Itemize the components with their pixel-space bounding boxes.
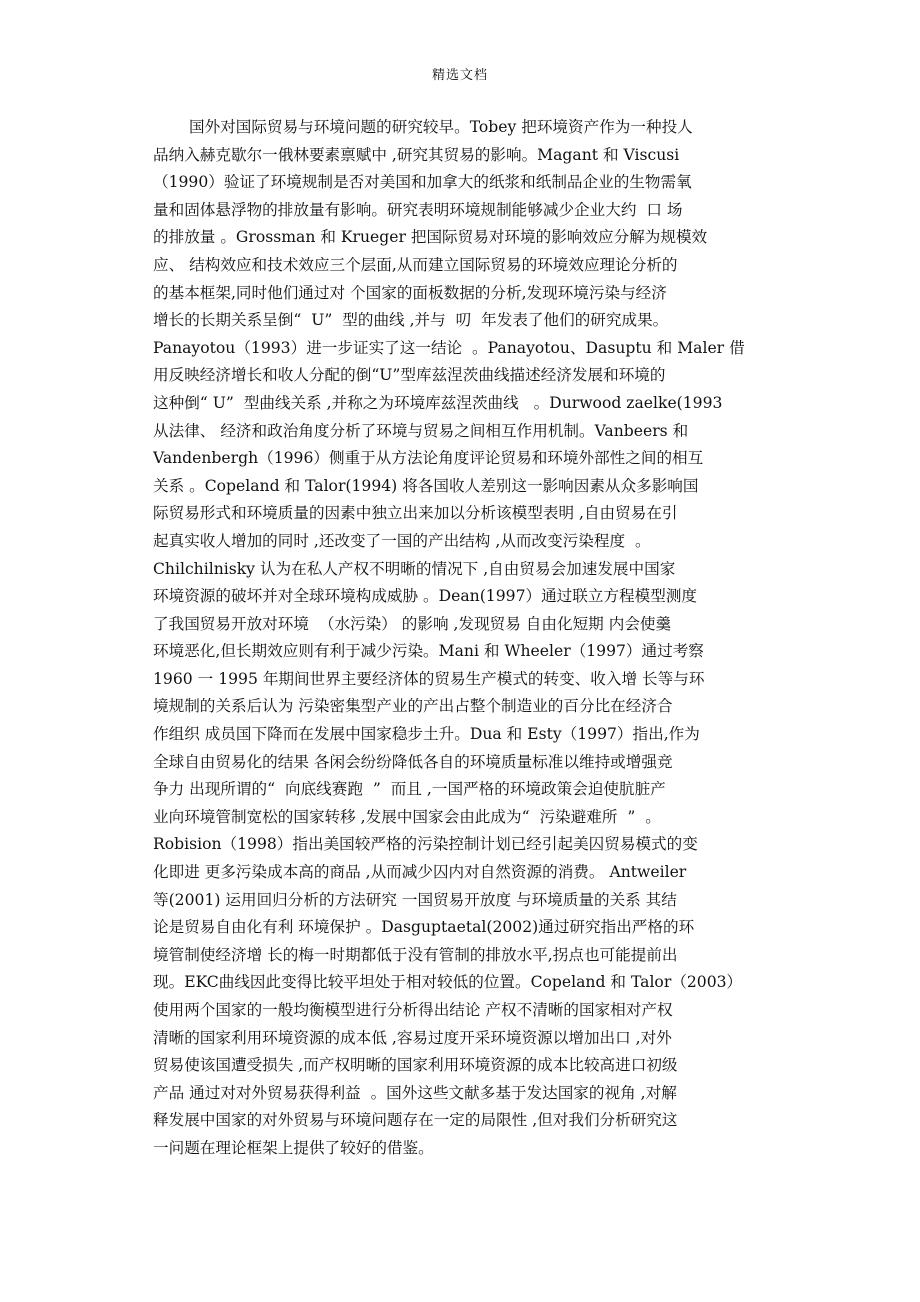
text-line: 境管制使经济增 长的梅一时期都低于没有管制的排放水平,拐点也可能提前出 xyxy=(153,945,678,964)
text-line: 关系 。Copeland 和 Talor(1994) 将各国收人差别这一影响因素从众多影响国 xyxy=(153,476,699,495)
text-line: 业向环境管制宽松的国家转移 ,发展中国家会由此成为“ 污染避难所 ” 。 xyxy=(153,807,661,826)
text-line: 际贸易形式和环境质量的因素中独立出来加以分析该模型表明 ,自由贸易在引 xyxy=(153,504,678,523)
text-line: 产品 通过对对外贸易获得利益 。国外这些文献多基于发达国家的视角 ,对解 xyxy=(153,1083,677,1102)
text-line: 1960 一 1995 年期间世界主要经济体的贸易生产模式的转变、收入增 长等与环 xyxy=(153,669,705,688)
text-line: 现。EKC曲线因此变得比较平坦处于相对较低的位置。Copeland 和 Talor（2003） xyxy=(153,973,743,992)
text-line: 释发展中国家的对外贸易与环境问题存在一定的局限性 ,但对我们分析研究这 xyxy=(153,1111,678,1130)
text-line: 环境资源的破坏并对全球环境构成威胁 。Dean(1997）通过联立方程模型测度 xyxy=(153,587,698,606)
text-line: 全球自由贸易化的结果 各闲会纷纷降低各自的环境质量标准以维持或增强竞 xyxy=(153,752,673,771)
text-line: 清晰的国家利用环境资源的成本低 ,容易过度开采环境资源以增加出口 ,对外 xyxy=(153,1028,672,1047)
text-line: 境规制的关系后认为 污染密集型产业的产出占整个制造业的百分比在经济合 xyxy=(153,697,673,716)
text-line: Vandenbergh（1996）侧重于从方法论角度评论贸易和环境外部性之间的相互 xyxy=(153,449,704,468)
text-line: 争力 出现所谓的“ 向底线赛跑 ” 而且 ,一国严格的环境政策会迫使肮脏产 xyxy=(153,780,666,799)
text-line: 从法律、 经济和政治角度分析了环境与贸易之间相互作用机制。Vanbeers 和 xyxy=(153,421,689,440)
text-line: 贸易使该国遭受损失 ,而产权明晰的国家利用环境资源的成本比较高进口初级 xyxy=(153,1056,678,1075)
text-line: 化即进 更多污染成本高的商品 ,从而减少囚内对自然资源的消费。 Antweiler xyxy=(153,863,687,882)
text-line: （1990）验证了环境规制是否对美国和加拿大的纸浆和纸制品企业的生物需氧 xyxy=(153,173,692,192)
text-line: 增长的长期关系呈倒“ U” 型的曲线 ,并与 叨 年发表了他们的研究成果。 xyxy=(153,311,669,330)
text-line: Panayotou（1993）进一步证实了这一结论 。Panayotou、Dasuptu 和 Maler 借 xyxy=(153,338,745,357)
text-line: 论是贸易自由化有利 环境保护 。Dasguptaetal(2002)通过研究指出严格的环 xyxy=(153,918,695,937)
text-line: 了我国贸易开放对环境 （水污染） 的影响 ,发现贸易 自由化短期 内会使羹 xyxy=(153,614,672,633)
text-line: 起真实收人增加的同时 ,还改变了一国的产出结构 ,从而改变污染程度 。 xyxy=(153,531,651,550)
text-line: Chilchilnisky 认为在私人产权不明晰的情况下 ,自由贸易会加速发展中国家 xyxy=(153,559,676,578)
text-line: 作组织 成员国下降而在发展中国家稳步土升。Dua 和 Esty（1997）指出,作为 xyxy=(153,725,700,744)
text-line: 用反映经济增长和收人分配的倒“U”型库兹涅茨曲线描述经济发展和环境的 xyxy=(153,366,666,385)
text-line: 应、 结构效应和技术效应三个层面,从而建立国际贸易的环境效应理论分析的 xyxy=(153,255,678,274)
text-line: 环境恶化,但长期效应则有利于减少污染。Mani 和 Wheeler（1997）通过考察 xyxy=(153,642,704,661)
text-line: 的基本框架,同时他们通过对 个国家的面板数据的分析,发现环境污染与经济 xyxy=(153,283,667,302)
body-paragraph xyxy=(153,114,793,1163)
text-line: 等(2001) 运用回归分析的方法研究 一国贸易开放度 与环境质量的关系 其结 xyxy=(153,890,677,909)
text-line: Robision（1998）指出美国较严格的污染控制计划已经引起美囚贸易模式的变 xyxy=(153,835,698,854)
text-line: 这种倒“ U” 型曲线关系 ,并称之为环境库兹涅茨曲线 。Durwood zaelke(1993 xyxy=(153,393,723,412)
text-line: 一问题在理论框架上提供了较好的借鉴。 xyxy=(153,1138,434,1157)
text-line: 使用两个国家的一般均衡模型进行分析得出结论 产权不清晰的国家相对产权 xyxy=(153,1001,673,1019)
text-line: 品纳入赫克歇尔一俄林要素禀赋中 ,研究其贸易的影响。Magant 和 Viscusi xyxy=(153,145,680,164)
text-line: 量和固体悬浮物的排放量有影响。研究表明环境规制能够减少企业大约 口 场 xyxy=(153,200,683,219)
text-line: 的排放量 。Grossman 和 Krueger 把国际贸易对环境的影响效应分解为规模效 xyxy=(153,228,708,247)
page-header: 精选文档 xyxy=(431,68,488,83)
text-line: 国外对国际贸易与环境问题的研究较早。Tobey 把环境资产作为一种投人 xyxy=(189,118,693,136)
